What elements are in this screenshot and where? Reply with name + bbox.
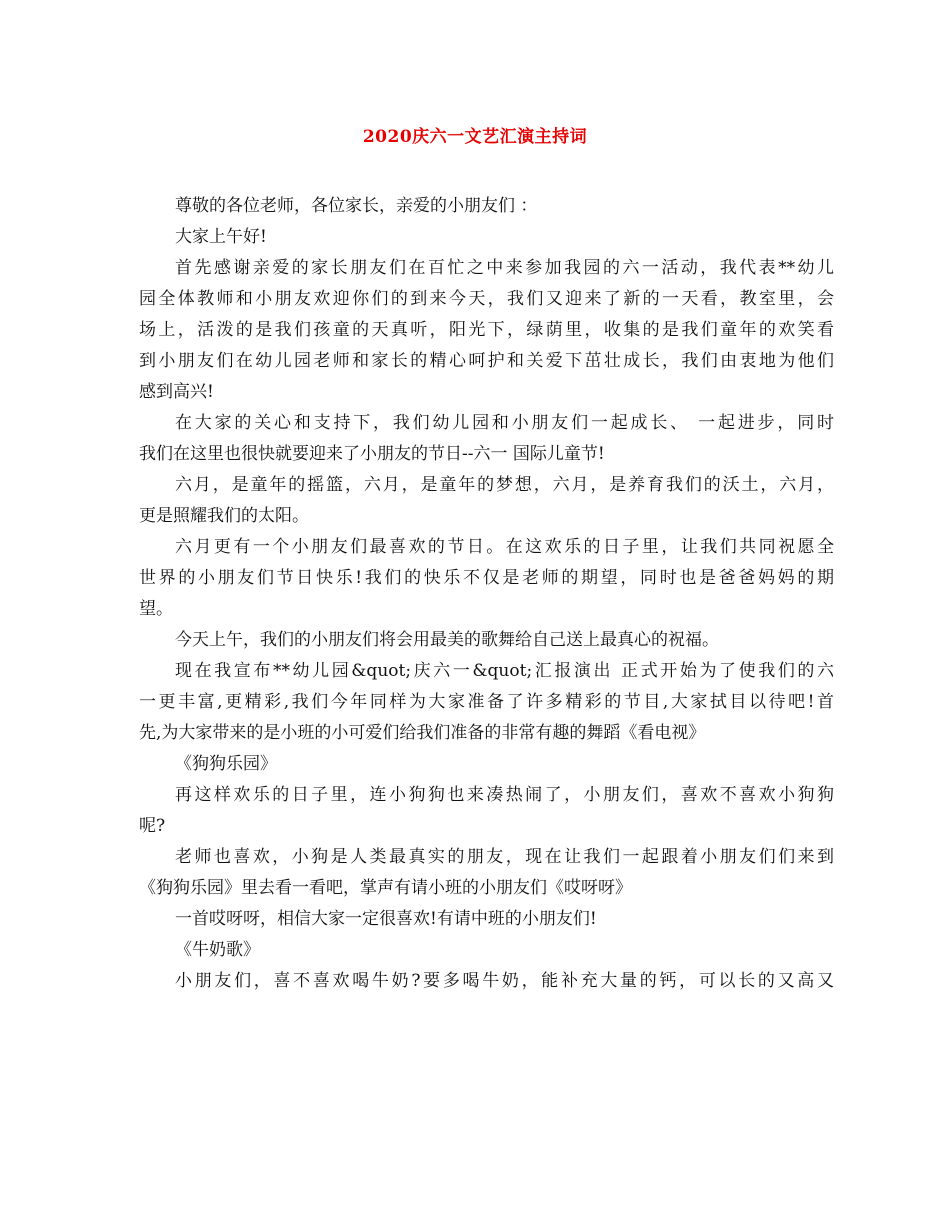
text-line: 《牛奶歌》 — [175, 940, 260, 960]
text-line: 在大家的关心和支持下，我们幼儿园和小朋友们一起成长、 一起进步，同时 — [175, 413, 834, 433]
text-line: 我们在这里也很快就要迎来了小朋友的节日--六一 国际儿童节! — [139, 444, 605, 464]
text-line: 呢? — [139, 816, 166, 836]
text-line: 小朋友们，喜不喜欢喝牛奶?要多喝牛奶，能补充大量的钙，可以长的又高又 — [175, 971, 834, 991]
text-line: 今天上午，我们的小朋友们将会用最美的歌舞给自己送上最真心的祝福。 — [175, 630, 719, 650]
text-line: 望。 — [139, 599, 173, 619]
text-line: 世界的小朋友们节日快乐!我们的快乐不仅是老师的期望，同时也是爸爸妈妈的期 — [139, 568, 834, 588]
text-line: 老师也喜欢，小狗是人类最真实的朋友，现在让我们一起跟着小朋友们们来到 — [175, 847, 834, 867]
text-line: 首先感谢亲爱的家长朋友们在百忙之中来参加我园的六一活动，我代表**幼儿 — [175, 258, 834, 278]
text-line: 《狗狗乐园》 — [175, 754, 277, 774]
document-body — [139, 191, 834, 997]
text-line: 现在我宣布**幼儿园&quot;庆六一&quot;汇报演出 正式开始为了使我们的六 — [175, 661, 834, 681]
text-line: 大家上午好! — [175, 227, 267, 247]
text-line: 感到高兴! — [139, 382, 214, 402]
text-line: 一首哎呀呀，相信大家一定很喜欢!有请中班的小朋友们! — [175, 909, 597, 929]
text-line: 更是照耀我们的太阳。 — [139, 506, 309, 526]
text-line: 六月，是童年的摇篮，六月，是童年的梦想，六月，是养育我们的沃土，六月， — [175, 475, 834, 495]
text-line: 再这样欢乐的日子里，连小狗狗也来凑热闹了，小朋友们，喜欢不喜欢小狗狗 — [175, 785, 834, 805]
text-line: 场上，活泼的是我们孩童的天真听，阳光下，绿荫里，收集的是我们童年的欢笑看 — [139, 320, 834, 340]
text-line: 尊敬的各位老师，各位家长，亲爱的小朋友们 ： — [175, 196, 538, 216]
text-line: 六月更有一个小朋友们最喜欢的节日。在这欢乐的日子里，让我们共同祝愿全 — [175, 537, 834, 557]
text-line: 一更丰富,更精彩,我们今年同样为大家准备了许多精彩的节目,大家拭目以待吧!首 — [139, 692, 834, 712]
document-title: 2020庆六一文艺汇演主持词 — [362, 127, 588, 147]
text-line: 先,为大家带来的是小班的小可爱们给我们准备的非常有趣的舞蹈《看电视》 — [139, 723, 706, 743]
text-line: 园全体教师和小朋友欢迎你们的到来今天，我们又迎来了新的一天看，教室里，会 — [139, 289, 834, 309]
text-line: 《狗狗乐园》里去看一看吧，掌声有请小班的小朋友们《哎呀呀》 — [139, 878, 632, 898]
text-line: 到小朋友们在幼儿园老师和家长的精心呵护和关爱下茁壮成长，我们由衷地为他们 — [139, 351, 834, 371]
